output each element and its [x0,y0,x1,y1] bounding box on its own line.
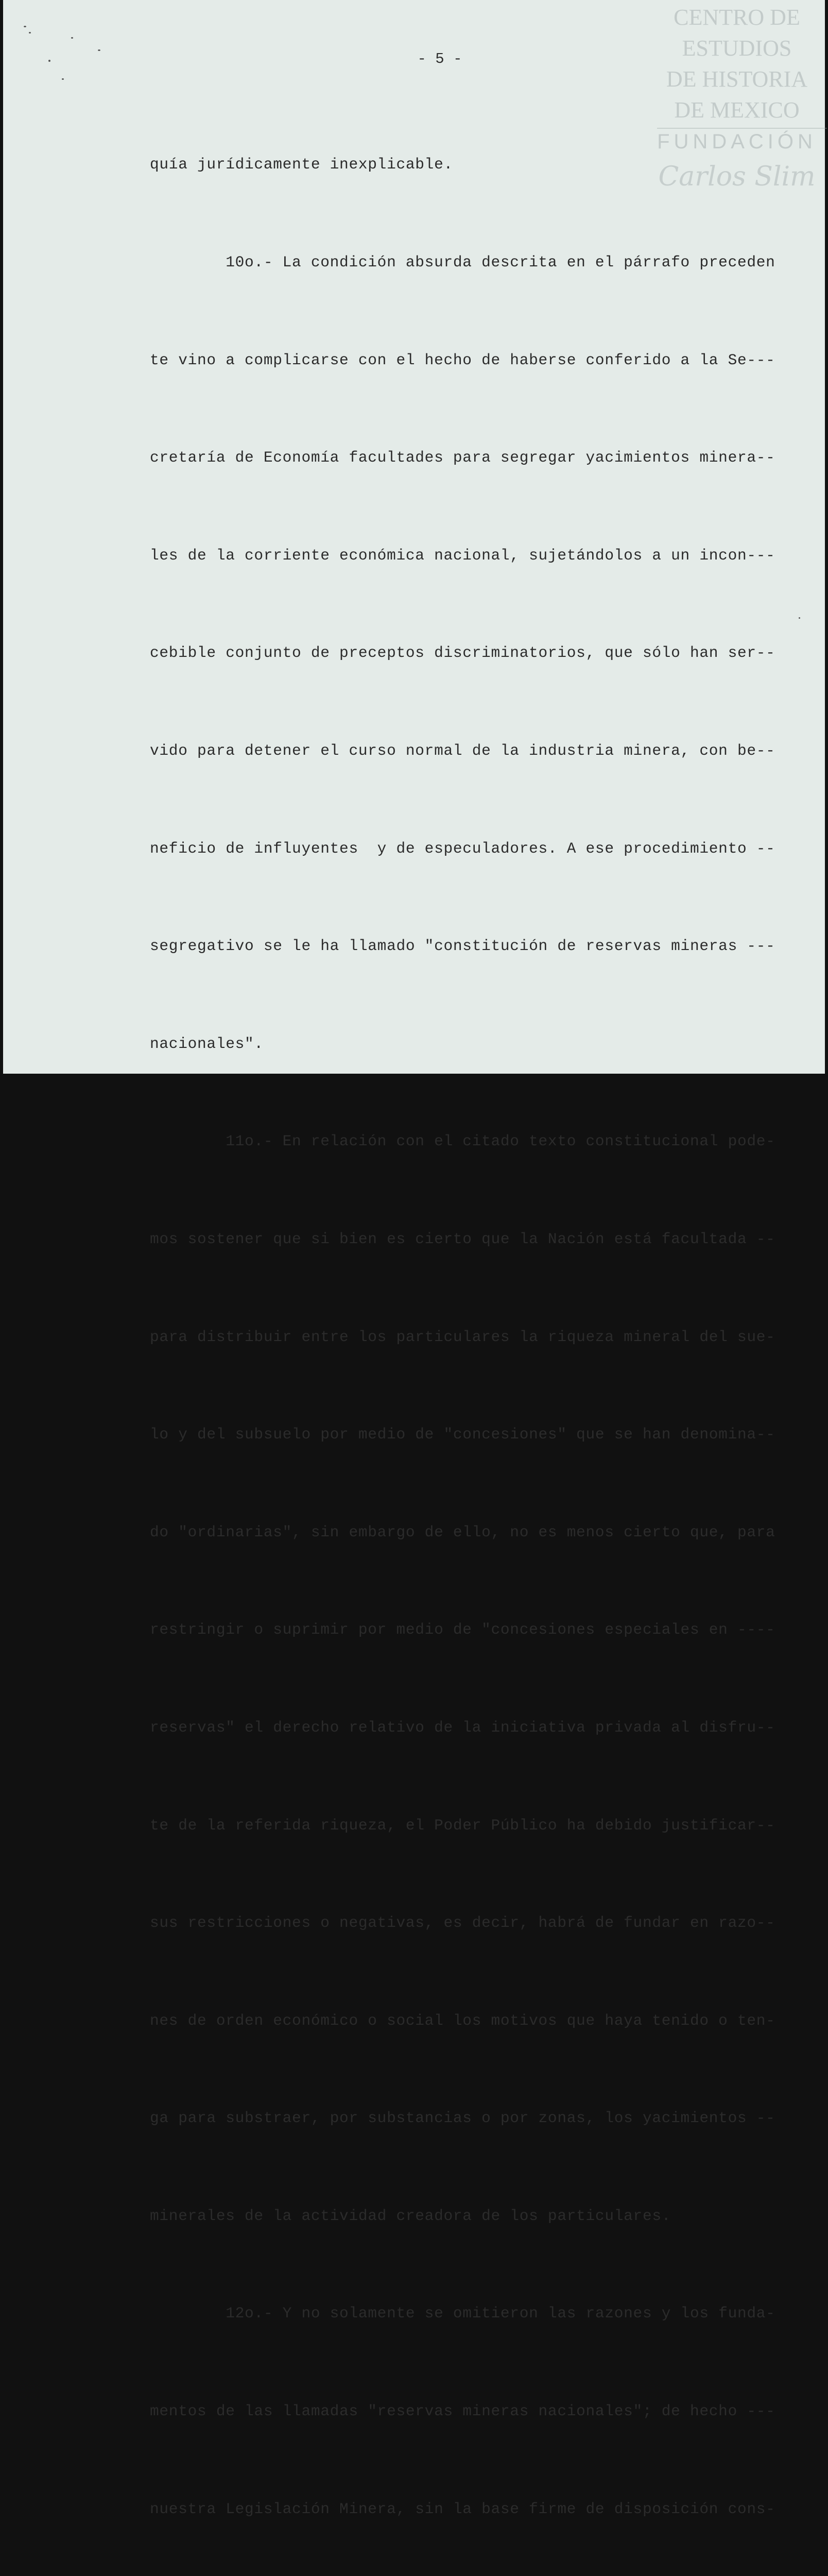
text-line: restringir o suprimir por medio de "concesiones especiales en ---- [150,1621,775,1639]
watermark-line: ESTUDIOS [682,36,792,61]
text-line: vido para detener el curso normal de la industria minera, con be-- [150,741,775,759]
text-line: ga para substraer, por substancias o por zonas, los yacimientos -- [150,2109,775,2127]
text-line: te vino a complicarse con el hecho de haberse conferido a la Se--- [150,351,775,369]
speck [62,78,64,80]
text-line: reservas" el derecho relativo de la iniciativa privada al disfru-- [150,1718,775,1736]
watermark-foundation: FUNDACIÓN [657,130,817,153]
text-line: para distribuir entre los particulares la riqueza mineral del sue- [150,1328,775,1346]
watermark-line: DE HISTORIA [666,66,808,92]
text-line: minerales de la actividad creadora de los particulares. [150,2207,671,2225]
text-line: cebible conjunto de preceptos discriminatorios, que sólo han ser-- [150,644,775,662]
text-line: mentos de las llamadas "reservas mineras nacionales"; de hecho --- [150,2402,775,2420]
text-line: les de la corriente económica nacional, sujetándolos a un incon--- [150,546,775,564]
text-line: neficio de influyentes y de especuladores. A ese procedimiento -- [150,839,775,857]
page-number: - 5 - [417,50,462,67]
body-text [150,83,799,2576]
text-line: 10o.- La condición absurda descrita en el párrafo preceden [150,253,775,271]
watermark-line: CENTRO DE [674,5,800,30]
speck [29,32,31,33]
speck [71,37,73,39]
text-line: do "ordinarias", sin embargo de ello, no es menos cierto que, para [150,1523,775,1541]
text-line: mos sostener que si bien es cierto que la Nación está facultada -- [150,1230,775,1248]
text-line: 11o.- En relación con el citado texto constitucional pode- [150,1132,775,1150]
text-line: te de la referida riqueza, el Poder Público ha debido justificar-- [150,1816,775,1834]
watermark-signature: Carlos Slim [658,161,816,192]
text-line: quía jurídicamente inexplicable. [150,156,453,174]
text-line: sus restricciones o negativas, es decir, habrá de fundar en razo-- [150,1914,775,1932]
text-line: lo y del subsuelo por medio de "concesiones" que se han denomina-- [150,1426,775,1444]
watermark-line: DE MEXICO [674,97,800,123]
text-line: nacionales". [150,1035,264,1053]
speck [799,617,800,619]
document-page [3,0,825,2518]
text-line: 12o.- Y no solamente se omitieron las razones y los funda- [150,2304,775,2323]
text-line: cretaría de Economía facultades para segregar yacimientos minera-- [150,449,775,467]
text-line: nuestra Legislación Minera, sin la base firme de disposición cons- [150,2500,775,2518]
text-line: segregativo se le ha llamado "constitución de reservas mineras --- [150,937,775,955]
text-line: nes de orden económico o social los motivos que haya tenido o ten- [150,2011,775,2029]
speck [24,26,26,27]
